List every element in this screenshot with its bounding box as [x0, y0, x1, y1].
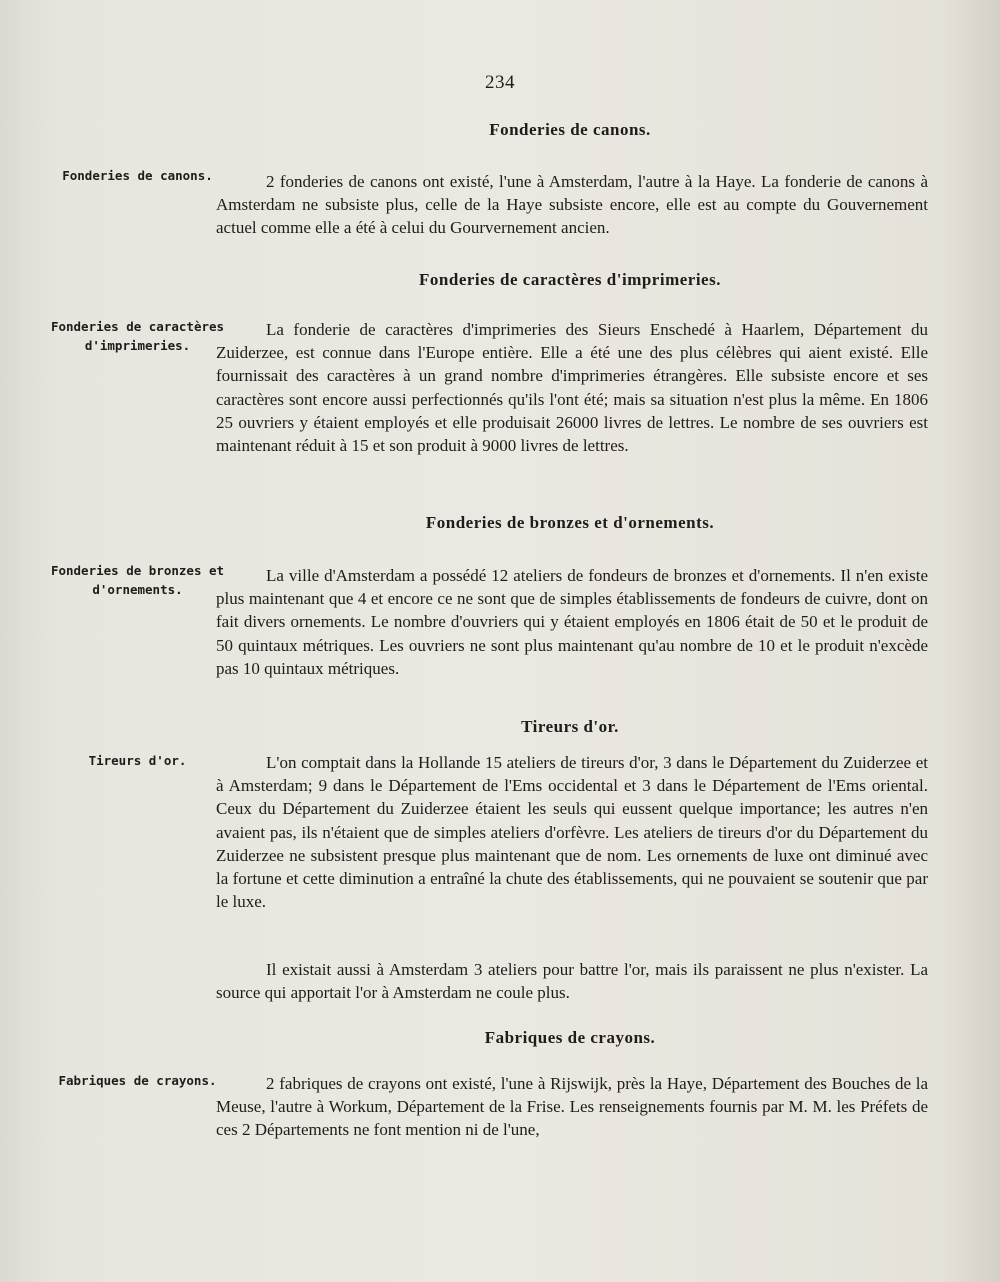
margin-note-fonderies-de-caracteres: Fonderies de caractères d'imprimeries.	[50, 319, 225, 353]
page-number: 234	[485, 72, 515, 93]
paragraph-tireurs-dor-2	[216, 958, 928, 1004]
margin-note-fonderies-de-bronzes: Fonderies de bronzes et d'ornements.	[50, 563, 225, 597]
paragraph-fonderies-de-bronzes	[216, 564, 928, 680]
margin-note-tireurs-dor: Tireurs d'or.	[88, 753, 187, 768]
margin-note-fonderies-de-canons: Fonderies de canons.	[62, 168, 213, 183]
paragraph-fonderies-de-caracteres	[216, 318, 928, 457]
paragraph-text: Il existait aussi à Amsterdam 3 ateliers pour battre l'or, mais ils paraissent ne plus n'exister. La source qui apportait l'or à Amsterdam ne coule plus.	[216, 960, 928, 1003]
heading-tireurs-dor: Tireurs d'or.	[521, 717, 619, 736]
heading-fabriques-de-crayons: Fabriques de crayons.	[484, 1028, 656, 1047]
heading-fonderies-de-canons: Fonderies de canons.	[489, 120, 651, 139]
paragraph-text: 2 fonderies de canons ont existé, l'une à Amsterdam, l'autre à la Haye. La fonderie de canons à Amsterdam ne subsiste plus, celle de la Haye subsiste encore, elle est au compte du Gouvernement actuel comme elle a été à celui du Gourvernement ancien.	[216, 172, 928, 238]
paragraph-text: 2 fabriques de crayons ont existé, l'une à Rijswijk, près la Haye, Département des Bouches de la Meuse, l'autre à Workum, Département de la Frise. Les renseignements fournis par M. M. les Préfets de ces 2 Départements ne font mention ni de l'une,	[216, 1074, 928, 1140]
heading-fonderies-de-bronzes: Fonderies de bronzes et d'ornements.	[425, 513, 715, 532]
margin-note-fabriques-de-crayons: Fabriques de crayons.	[58, 1073, 217, 1088]
paragraph-text: La ville d'Amsterdam a possédé 12 ateliers de fondeurs de bronzes et d'ornements. Il n'en existe plus maintenant que 4 et encore ce ne sont que de simples établissements de fondeurs de cuivre, dont on fait divers ornements. Le nombre d'ouvriers qui y étaient employés en 1806 était de 50 et le produit de 50 quintaux métriques. Les ouvriers ne sont plus maintenant qu'au nombre de 10 et le produit n'excède pas 10 quintaux métriques.	[216, 566, 928, 678]
paragraph-tireurs-dor-1	[216, 751, 928, 913]
paragraph-fabriques-de-crayons	[216, 1072, 928, 1142]
heading-fonderies-de-caracteres: Fonderies de caractères d'imprimeries.	[419, 270, 721, 289]
paragraph-text: La fonderie de caractères d'imprimeries des Sieurs Enschedé à Haarlem, Département du Zuiderzee, est connue dans l'Europe entière. Elle a été une des plus célèbres qui aient existé. Elle fournissait des caractères à un grand nombre d'imprimeries étrangères. Elle subsiste encore et ses caractères sont encore aussi perfectionnés qu'ils l'ont été; mais sa situation n'est plus la même. En 1806 25 ouvriers y étaient employés et elle produisait 26000 livres de lettres. Le nombre de ses ouvriers est maintenant réduit à 15 et son produit à 9000 livres de lettres.	[216, 320, 928, 456]
paragraph-fonderies-de-canons	[216, 170, 928, 240]
paragraph-text: L'on comptait dans la Hollande 15 ateliers de tireurs d'or, 3 dans le Département du Zuiderzee et à Amsterdam; 9 dans le Département de l'Ems occidental et 3 dans le Département de l'Ems oriental. Ceux du Département du Zuiderzee étaient les seuls qui eussent quelque importance; les autres n'en avaient pas, ils n'étaient que de simples ateliers d'orfèvre. Les ateliers de tireurs d'or du Département du Zuiderzee ne subsistent presque plus maintenant que de nom. Les ornements de luxe ont diminué avec la fortune et cette diminution a entraîné la chute des établissements, qui ne pouvaient se soutenir que par le luxe.	[216, 753, 928, 912]
